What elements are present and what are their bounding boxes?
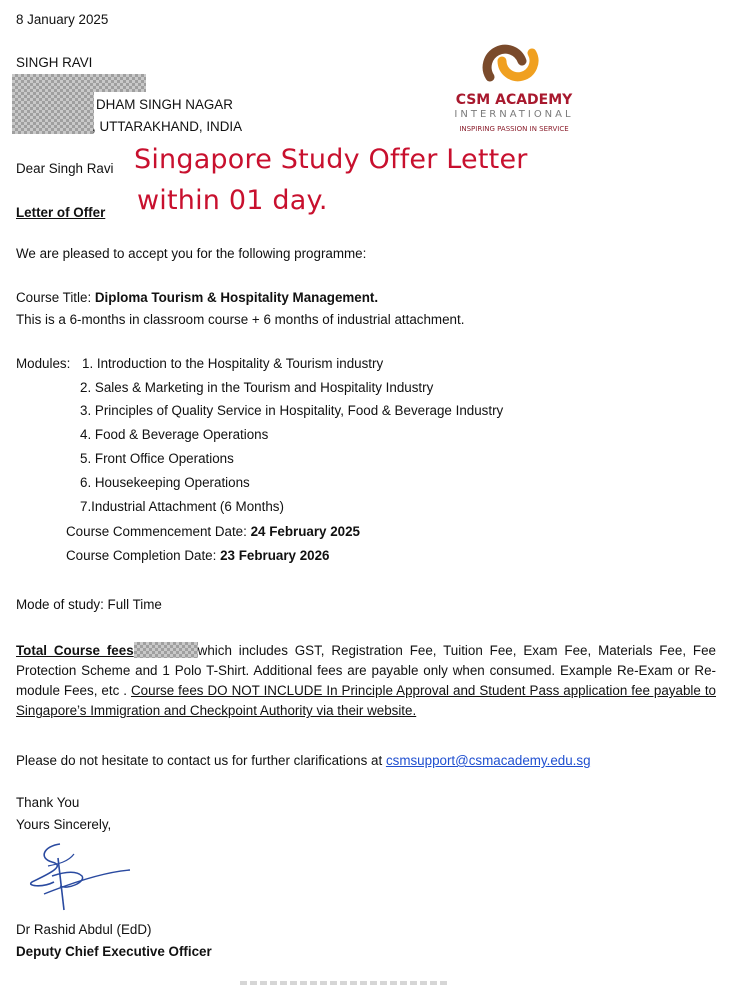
fees-exclusion: Course fees DO NOT INCLUDE In Principle Approval and Student Pass application fee payable to Singapore’s Immigration and Checkpoint Authority via their website. — [16, 683, 716, 719]
logo-tagline: INSPIRING PASSION IN SERVICE — [459, 125, 569, 133]
completion-date: 23 February 2026 — [220, 548, 330, 563]
signer-name: Dr Rashid Abdul (EdD) — [16, 922, 152, 937]
completion-date-line — [66, 548, 330, 564]
fees-paragraph — [16, 641, 716, 721]
modules-label: Modules: — [16, 356, 71, 371]
recipient-name: SINGH RAVI — [16, 55, 93, 70]
csm-logo-mark — [476, 35, 542, 85]
contact-email-link[interactable]: csmsupport@csmacademy.edu.sg — [385, 753, 591, 768]
module-item: 1. Introduction to the Hospitality & Tourism industry — [82, 356, 384, 371]
fees-text: which includes GST, Registration Fee, Tuition Fee, Exam Fee, Materials Fee, Fee Protection Scheme and 1 Polo T-Shirt. Additional fees are payable only when consumed. Example Re-Exam or Re-module Fees, etc . — [16, 643, 716, 699]
module-item: 5. Front Office Operations — [80, 451, 234, 466]
closing-thanks: Thank You — [16, 795, 80, 810]
course-title-label: Course Title: — [16, 290, 95, 305]
completion-label: Course Completion Date: — [66, 548, 221, 563]
course-title: Diploma Tourism & Hospitality Management. — [94, 290, 379, 305]
module-item: 2. Sales & Marketing in the Tourism and Hospitality Industry — [80, 380, 434, 395]
contact-line — [16, 753, 591, 769]
redacted-fee-amount — [134, 642, 198, 658]
commencement-date-line — [66, 524, 360, 540]
signature-image — [24, 836, 134, 916]
module-item: 3. Principles of Quality Service in Hospitality, Food & Beverage Industry — [80, 403, 504, 418]
promo-line-1: Singapore Study Offer Letter — [134, 144, 528, 175]
letter-heading: Letter of Offer — [16, 205, 106, 220]
module-item: 4. Food & Beverage Operations — [80, 427, 269, 442]
footer-bleed-line — [240, 981, 450, 985]
salutation: Dear Singh Ravi — [16, 161, 114, 176]
contact-text: Please do not hesitate to contact us for further clarifications at — [16, 753, 386, 768]
letter-date: 8 January 2025 — [16, 12, 109, 27]
signer-title: Deputy Chief Executive Officer — [16, 944, 212, 959]
promo-line-2: within 01 day. — [137, 185, 328, 216]
logo-name: CSM ACADEMY — [455, 92, 573, 108]
module-item: 7.Industrial Attachment (6 Months) — [80, 499, 284, 514]
module-item: 6. Housekeeping Operations — [80, 475, 250, 490]
logo-sub: INTERNATIONAL — [454, 109, 574, 120]
intro-text: We are pleased to accept you for the following programme: — [16, 246, 367, 261]
address-line-2: , UTTARAKHAND, INDIA — [92, 119, 243, 134]
course-description: This is a 6-months in classroom course + 6 months of industrial attachment. — [16, 312, 465, 327]
mode-of-study: Mode of study: Full Time — [16, 597, 162, 612]
commencement-label: Course Commencement Date: — [66, 524, 251, 539]
course-title-line — [16, 290, 378, 306]
commencement-date: 24 February 2025 — [250, 524, 361, 539]
closing-sincerely: Yours Sincerely, — [16, 817, 112, 832]
redacted-address-block — [12, 92, 94, 134]
address-line-1: DHAM SINGH NAGAR — [96, 97, 233, 112]
fees-label: Total Course fees — [16, 643, 134, 658]
redacted-address-top — [12, 74, 146, 92]
